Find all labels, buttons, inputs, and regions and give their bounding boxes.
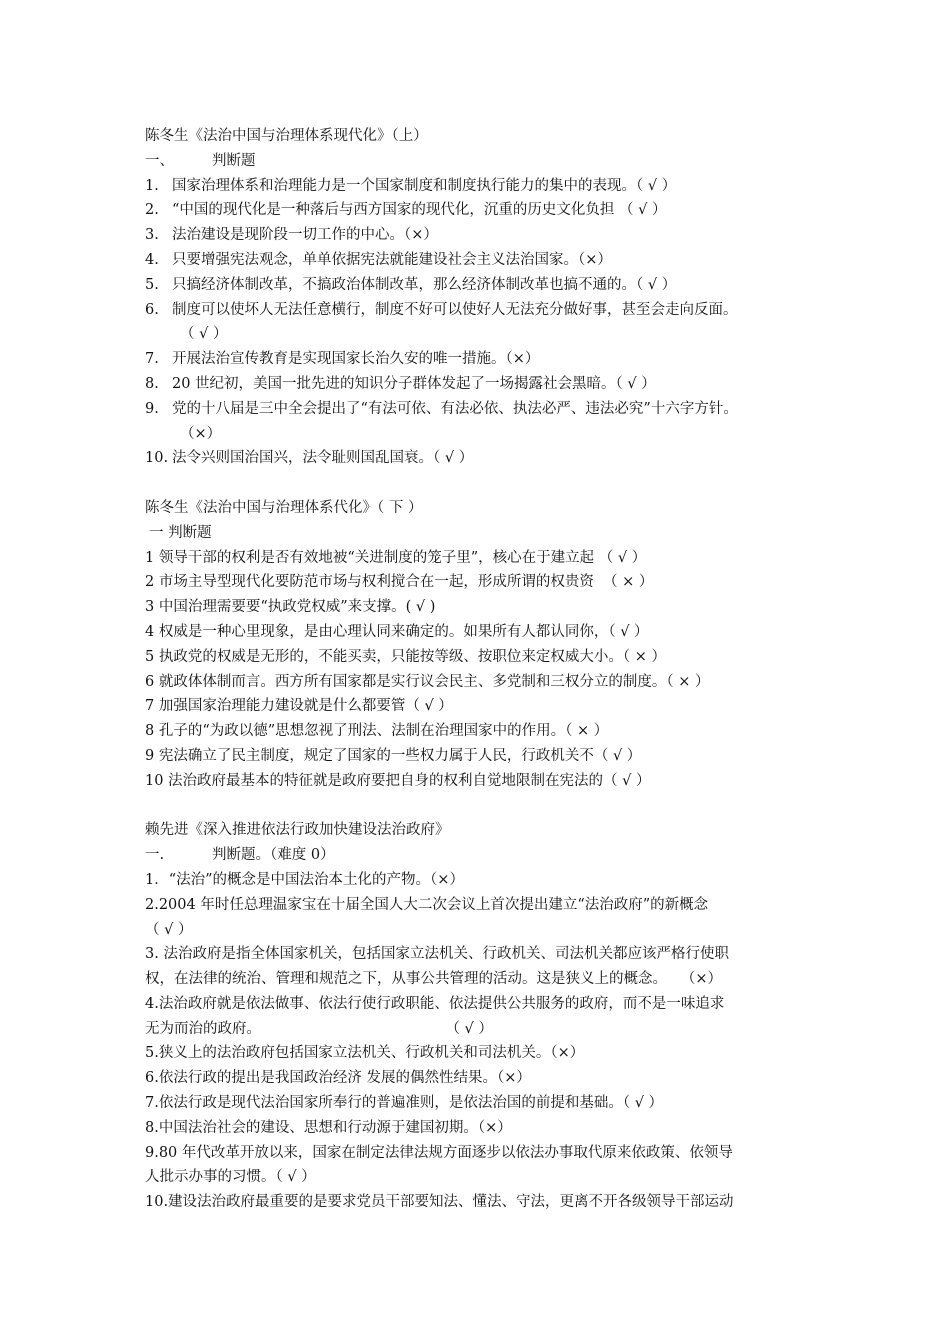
list-item: 5 执政党的权威是无形的，不能买卖，只能按等级、按职位来定权威大小。（ × ） bbox=[145, 648, 666, 665]
item-text: 法治建设是现阶段一切工作的中心。（×） bbox=[172, 227, 438, 244]
list-item: 6.依法行政的提出是我国政治经济 发展的偶然性结果。（×） bbox=[145, 1070, 531, 1087]
list-item: 9 宪法确立了民主制度，规定了国家的一些权力属于人民，行政机关不（ √ ） bbox=[145, 747, 642, 764]
list-item: 4 权威是一种心里现象，是由心理认同来确定的。如果所有人都认同你，（ √ ） bbox=[145, 623, 649, 640]
item-number: 4. bbox=[145, 251, 159, 268]
section1-heading bbox=[145, 149, 825, 174]
item-number: 8. bbox=[145, 375, 159, 392]
list-item bbox=[145, 223, 825, 248]
list-item: 5.狭义上的法治政府包括国家立法机关、行政机关和司法机关。（×） bbox=[145, 1045, 585, 1062]
list-item bbox=[145, 397, 825, 422]
item-text: 党的十八届是三中全会提出了“有法可依、有法必依、执法必严、违法必究”十六字方针。 bbox=[172, 400, 738, 417]
list-item bbox=[145, 174, 825, 199]
item-number: 10. bbox=[145, 450, 169, 467]
item-continuation: 人批示办事的习惯。（ √ ） bbox=[145, 1169, 316, 1186]
section3-heading bbox=[145, 843, 825, 868]
item-number: 2. bbox=[145, 202, 159, 219]
section2-heading: 一 判断题 bbox=[149, 524, 212, 541]
item-number: 7. bbox=[145, 351, 159, 368]
item-continuation: （ √ ） bbox=[180, 326, 228, 343]
list-item bbox=[145, 248, 825, 273]
list-item bbox=[145, 198, 825, 223]
list-item bbox=[145, 298, 825, 323]
list-item: 10.建设法治政府最重要的是要求党员干部要知法、懂法、守法，更离不开各级领导干部运动 bbox=[145, 1194, 734, 1211]
list-item: 3. 法治政府是指全体国家机关，包括国家立法机关、行政机关、司法机关都应该严格行使职 bbox=[145, 946, 729, 963]
list-item: 1．“法治”的概念是中国法治本土化的产物。（×） bbox=[145, 871, 464, 888]
item-number: 6. bbox=[145, 301, 159, 318]
list-item: 3 中国治理需要要“执政党权威”来支撑。( √ ) bbox=[145, 599, 436, 616]
section1-title: 陈冬生《法治中国与治理体系现代化》（上） bbox=[145, 128, 428, 144]
section1-heading-text: 判断题 bbox=[212, 152, 256, 169]
item-continuation: （×） bbox=[180, 425, 222, 442]
item-text: 只搞经济体制改革，不搞政治体制改革，那么经济体制改革也搞不通的。（ √ ） bbox=[172, 276, 677, 293]
list-item bbox=[145, 273, 825, 298]
section3-title: 赖先进《深入推进依法行政加快建设法治政府》 bbox=[145, 822, 450, 839]
item-text: 制度可以使坏人无法任意横行，制度不好可以使好人无法充分做好事，甚至会走向反面。 bbox=[172, 301, 738, 318]
item-continuation: （ √ ） bbox=[145, 921, 193, 938]
list-item: 6 就政体体制而言。西方所有国家都是实行议会民主、多党制和三权分立的制度。（ × ） bbox=[145, 673, 710, 690]
list-item: 2 市场主导型现代化要防范市场与权利搅合在一起，形成所谓的权贵资 （ × ） bbox=[145, 574, 654, 591]
list-item: 8.中国法治社会的建设、思想和行动源于建国初期。（×） bbox=[145, 1119, 512, 1136]
list-item bbox=[145, 446, 825, 471]
item-text: 开展法治宣传教育是实现国家长治久安的唯一措施。（×） bbox=[172, 351, 540, 368]
item-text: 只要增强宪法观念，单单依据宪法就能建设社会主义法治国家。（×） bbox=[172, 251, 612, 268]
list-item: 2.2004 年时任总理温家宝在十届全国人大二次会议上首次提出建立“法治政府”的新概念 bbox=[145, 896, 709, 913]
document-page bbox=[145, 124, 825, 1215]
section3-heading-number: 一. bbox=[145, 847, 165, 864]
list-item: 8 孔子的“为政以德”思想忽视了刑法、法制在治理国家中的作用。（ × ） bbox=[145, 723, 609, 740]
list-item: 7 加强国家治理能力建设就是什么都要管（ √ ） bbox=[145, 698, 453, 715]
section-spacer bbox=[145, 794, 825, 819]
list-item: 1 领导干部的权利是否有效地被“关进制度的笼子里”，核心在于建立起 （ √ ） bbox=[145, 549, 647, 566]
item-continuation: 无为而治的政府。 （ √ ） bbox=[145, 1020, 493, 1037]
list-item: 9.80 年代改革开放以来，国家在制定法律法规方面逐步以依法办事取代原来依政策、依领导 bbox=[145, 1144, 733, 1161]
list-item bbox=[145, 347, 825, 372]
item-number: 9. bbox=[145, 400, 159, 417]
item-continuation: 权，在法律的统治、管理和规范之下，从事公共管理的活动。这是狭义上的概念。 （×） bbox=[145, 971, 722, 988]
list-item: 10 法治政府最基本的特征就是政府要把自身的权利自觉地限制在宪法的（ √ ） bbox=[145, 772, 651, 789]
section-spacer bbox=[145, 471, 825, 496]
item-text: 国家治理体系和治理能力是一个国家制度和制度执行能力的集中的表现。（ √ ） bbox=[172, 177, 677, 194]
list-item: 4.法治政府就是依法做事、依法行使行政职能、依法提供公共服务的政府，而不是一味追求 bbox=[145, 995, 725, 1012]
item-text: 法令兴则国治国兴，法令耻则国乱国衰。（ √ ） bbox=[172, 450, 474, 467]
section2-title: 陈冬生《法治中国与治理体系代化》（ 下 ） bbox=[145, 499, 423, 516]
item-text: “中国的现代化是一种落后与西方国家的现代化，沉重的历史文化负担 （ √ ） bbox=[172, 202, 667, 219]
item-number: 5. bbox=[145, 276, 159, 293]
item-number: 3. bbox=[145, 227, 159, 244]
section1-heading-number: 一、 bbox=[145, 152, 174, 169]
list-item bbox=[145, 372, 825, 397]
list-item: 7.依法行政是现代法治国家所奉行的普遍准则，是依法治国的前提和基础。（ √ ） bbox=[145, 1095, 664, 1112]
item-text: 20 世纪初，美国一批先进的知识分子群体发起了一场揭露社会黑暗。（ √ ） bbox=[172, 375, 656, 392]
section3-heading-text: 判断题。（难度 0） bbox=[212, 847, 335, 864]
item-number: 1. bbox=[145, 177, 159, 194]
